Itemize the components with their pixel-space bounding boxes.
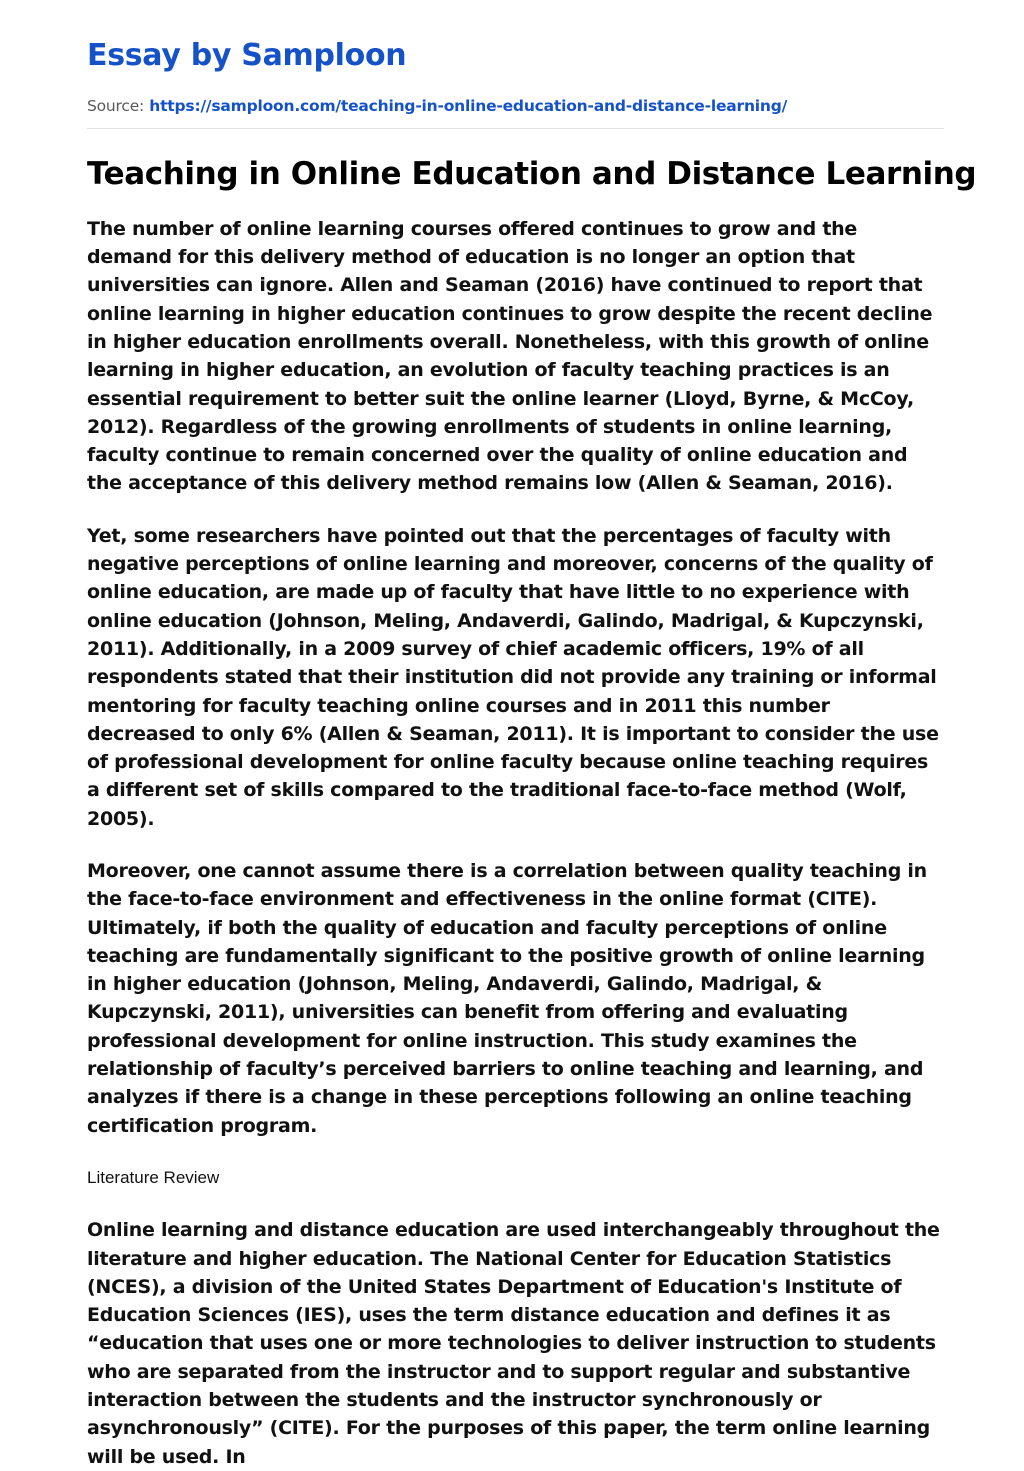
body-paragraph: Yet, some researchers have pointed out that the percentages of faculty with negative perceptions of online learning and moreover, concerns of the quality of online education, are made up of faculty that have little to no experience with online education (Johnson, Meling, Andaverdi, Galindo, Madrigal, & Kupczynski, 2011). Additionally, in a 2009 survey of chief academic officers, 19% of all respondents stated that their institution did not provide any training or informal mentoring for faculty teaching online courses and in 2011 this number decreased to only 6% (Allen & Seaman, 2011). It is important to consider the use of professional development for online faculty because online teaching requires a different set of skills compared to the traditional face-to-face method (Wolf, 2005).: [87, 524, 939, 830]
header-divider: [87, 128, 944, 129]
body-paragraph: The number of online learning courses offered continues to grow and the demand for this delivery method of education is no longer an option that universities can ignore. Allen and Seaman (2016) have continued to report that online learning in higher education continues to grow despite the recent decline in higher education enrollments overall. Nonetheless, with this growth of online learning in higher education, an evolution of faculty teaching practices is an essential requirement to better suit the online learner (Lloyd, Byrne, & McCoy, 2012). Regardless of the growing enrollments of students in online learning, faculty continue to remain concerned over the quality of online education and the acceptance of this delivery method remains low (Allen & Seaman, 2016).: [87, 217, 933, 495]
source-line: [87, 96, 940, 116]
body-paragraph: Online learning and distance education are used interchangeably throughout the literature and higher education. The National Center for Education Statistics (NCES), a division of the United States Department of Education's Institute of Education Sciences (IES), uses the term distance education and defines it as “education that uses one or more technologies to deliver instruction to students who are separated from the instructor and to support regular and substantive interaction between the students and the instructor synchronously or asynchronously” (CITE). For the purposes of this paper, the term online learning will be used. In: [87, 1219, 940, 1468]
section-heading-literature-review: Literature Review: [87, 1167, 220, 1187]
site-brand-title: Essay by Samploon: [87, 38, 407, 73]
page-title: Teaching in Online Education and Distance Learning: [87, 156, 977, 192]
source-label: Source:: [87, 97, 145, 115]
body-paragraph: Moreover, one cannot assume there is a correlation between quality teaching in the face-to-face environment and effectiveness in the online format (CITE). Ultimately, if both the quality of education and faculty perceptions of online teaching are fundamentally significant to the positive growth of online learning in higher education (Johnson, Meling, Andaverdi, Galindo, Madrigal, & Kupczynski, 2011), universities can benefit from offering and evaluating professional development for online instruction. This study examines the relationship of faculty’s perceived barriers to online teaching and learning, and analyzes if there is a change in these perceptions following an online teaching certification program.: [87, 860, 927, 1137]
source-url-link[interactable]: https://samploon.com/teaching-in-online-education-and-distance-learning/: [149, 97, 788, 115]
document-body: [87, 215, 940, 1471]
